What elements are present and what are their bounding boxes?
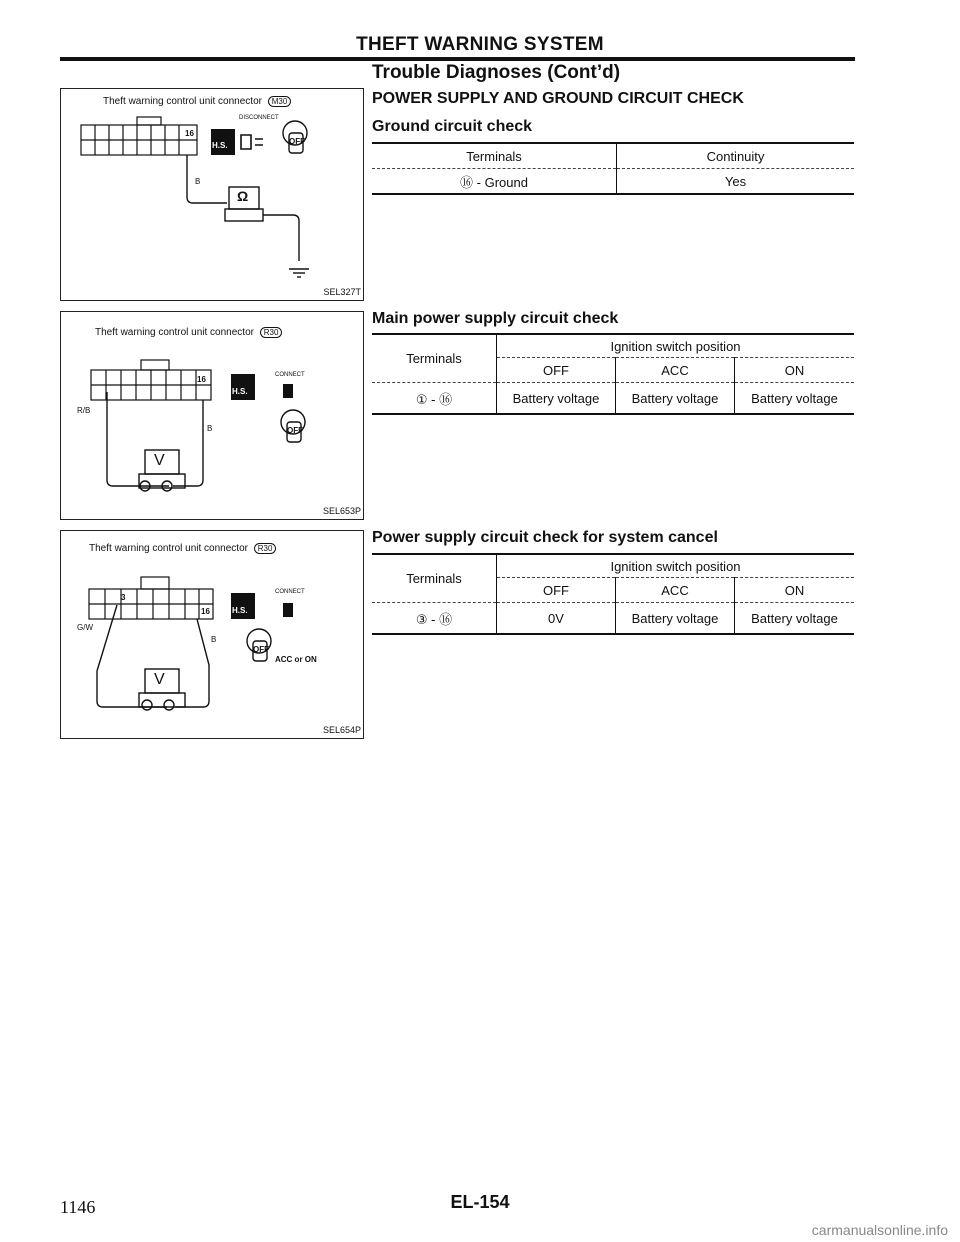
diagram-panel-ground — [60, 88, 364, 301]
acc-on-label: ACC or ON — [275, 655, 317, 664]
table-cell: Battery voltage — [751, 610, 838, 626]
ground-check-table — [372, 142, 854, 195]
header-cell: Terminals — [372, 334, 497, 383]
table-cell: Battery voltage — [616, 603, 735, 635]
page-code: EL-154 — [450, 1192, 510, 1212]
page-title: THEFT WARNING SYSTEM — [356, 34, 604, 55]
page-subtitle: Trouble Diagnoses (Cont’d) — [372, 62, 621, 83]
header-cell: Continuity — [617, 143, 855, 169]
pin-label: 16 — [185, 129, 194, 138]
ohmmeter-icon — [187, 155, 309, 277]
wire-color-label: B — [195, 177, 201, 186]
wire-color-right-label: B — [207, 424, 213, 433]
table-row — [372, 169, 854, 195]
diagram-caption: Theft warning control unit connector — [89, 543, 248, 554]
table-cell: 0V — [497, 603, 616, 635]
wire-color-left-label: R/B — [77, 406, 91, 415]
wire-color-left-label: G/W — [77, 623, 93, 632]
disconnect-icon — [241, 135, 263, 149]
table-header-row — [372, 143, 854, 169]
connector-icon — [91, 360, 211, 400]
hs-label: H.S. — [212, 141, 228, 150]
diagram-caption: Theft warning control unit connector — [103, 96, 262, 107]
connect-icon — [283, 384, 293, 398]
diagram-caption: Theft warning control unit connector — [95, 327, 254, 338]
voltmeter-icon — [97, 605, 209, 710]
meter-symbol: V — [154, 671, 165, 688]
main-power-check-title: Main power supply circuit check — [372, 310, 619, 327]
table-cell: Battery voltage — [497, 383, 616, 415]
connector-id: R30 — [260, 327, 283, 338]
diagram-code: SEL654P — [322, 725, 361, 735]
table-cell: ⑯ - Ground — [372, 169, 617, 195]
diagram-code: SEL327T — [323, 287, 361, 297]
table-row — [372, 383, 854, 415]
table-header-row — [372, 554, 854, 578]
diagram-panel-system-cancel — [60, 530, 364, 739]
table-cell: ① - ⑯ — [372, 383, 497, 415]
header-cell: Terminals — [372, 554, 497, 603]
diagram-panel-main-power — [60, 311, 364, 520]
connector-icon — [81, 117, 197, 155]
connect-label: CONNECT — [275, 372, 305, 378]
header-group-cell: Ignition switch position — [497, 554, 855, 578]
header-cell: ON — [735, 578, 855, 603]
page-number: 1146 — [60, 1197, 96, 1217]
header-cell: OFF — [497, 578, 616, 603]
section-title: POWER SUPPLY AND GROUND CIRCUIT CHECK — [372, 90, 744, 107]
table-row — [372, 603, 854, 635]
cancel-power-check-title: Power supply circuit check for system cancel — [372, 529, 718, 546]
meter-symbol: Ω — [237, 188, 249, 204]
main-power-diagram — [61, 312, 363, 519]
hs-label: H.S. — [232, 606, 248, 615]
header-group-cell: Ignition switch position — [497, 334, 855, 358]
pin-label: 16 — [197, 375, 206, 384]
table-cell: Yes — [724, 173, 747, 189]
off-label: OFF — [287, 426, 303, 435]
watermark: carmanualsonline.info — [811, 1222, 948, 1238]
connect-label: CONNECT — [275, 589, 305, 595]
off-label: OFF — [289, 137, 305, 146]
connector-icon — [89, 577, 213, 619]
voltmeter-icon — [107, 392, 203, 491]
off-label: OFF — [253, 645, 269, 654]
header-cell: Terminals — [372, 143, 617, 169]
header-cell: ON — [735, 358, 855, 383]
ground-check-title: Ground circuit check — [372, 118, 533, 135]
header-rule — [60, 57, 855, 61]
header-cell: ACC — [616, 358, 735, 383]
table-cell: ③ - ⑯ — [372, 603, 497, 635]
hs-label: H.S. — [232, 387, 248, 396]
diagram-code: SEL653P — [322, 506, 361, 516]
table-cell: Battery voltage — [616, 383, 735, 415]
table-cell: Battery voltage — [751, 390, 838, 406]
header-cell: OFF — [497, 358, 616, 383]
disconnect-label: DISCONNECT — [239, 115, 279, 121]
connector-id: M30 — [268, 96, 292, 107]
main-power-check-table — [372, 333, 854, 415]
table-header-row — [372, 334, 854, 358]
pin-label: 16 — [201, 607, 210, 616]
connect-icon — [283, 603, 293, 617]
cancel-power-check-table — [372, 553, 854, 635]
meter-symbol: V — [154, 452, 165, 469]
pin-left-label: 3 — [121, 593, 126, 602]
ground-circuit-diagram — [61, 89, 363, 300]
wire-color-right-label: B — [211, 635, 217, 644]
connector-id: R30 — [254, 543, 277, 554]
header-cell: ACC — [616, 578, 735, 603]
